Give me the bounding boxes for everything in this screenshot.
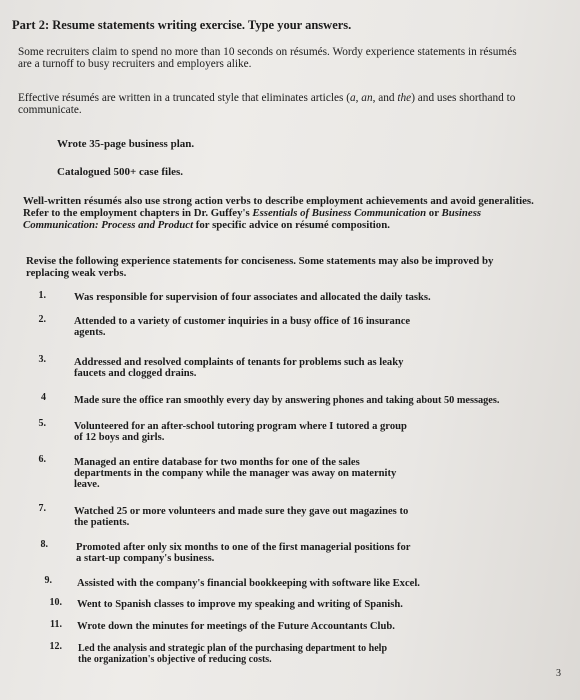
action-line-3 bbox=[23, 219, 390, 231]
action-line-1: Well-written résumés also use strong action verbs to describe employment achievements and avoid generalities. bbox=[23, 195, 534, 207]
item-text-line: the organization's objective of reducing costs. bbox=[78, 654, 272, 665]
truncated-sep-2: , and bbox=[372, 92, 398, 104]
intro-line-2: are a turnoff to busy recruiters and employers alike. bbox=[18, 58, 252, 70]
item-number: 6. bbox=[38, 454, 46, 465]
item-text-line: departments in the company while the manager was away on maternity bbox=[74, 468, 397, 479]
truncated-line-1 bbox=[18, 92, 515, 104]
book-title-2a: Business bbox=[441, 207, 482, 219]
book-title-2b: Communication: Process and Product bbox=[23, 219, 194, 231]
item-text-line: Made sure the office ran smoothly every day by answering phones and taking about 50 messages. bbox=[74, 395, 500, 406]
revise-line-2: replacing weak verbs. bbox=[26, 267, 127, 279]
item-text-line: Led the analysis and strategic plan of the purchasing department to help bbox=[78, 643, 388, 654]
item-text-line: a start-up company's business. bbox=[76, 553, 215, 564]
article-a: a bbox=[349, 92, 356, 104]
item-text-line: faucets and clogged drains. bbox=[74, 368, 197, 379]
item-number: 2. bbox=[38, 314, 46, 325]
item-text-line: Promoted after only six months to one of the first managerial positions for bbox=[76, 542, 411, 553]
item-number: 7. bbox=[38, 503, 46, 514]
article-an: an bbox=[361, 92, 373, 104]
item-text-line: Volunteered for an after-school tutoring program where I tutored a group bbox=[74, 421, 407, 432]
truncated-text-b: ) and uses shorthand to bbox=[411, 92, 516, 104]
item-text-line: agents. bbox=[74, 327, 106, 338]
truncated-text-a: Effective résumés are written in a truncated style that eliminates articles ( bbox=[18, 92, 350, 104]
item-text-line: of 12 boys and girls. bbox=[74, 432, 165, 443]
truncated-line-2: communicate. bbox=[18, 104, 82, 116]
action-text-a: Refer to the employment chapters in Dr. Guffey's bbox=[23, 207, 253, 219]
item-number: 10. bbox=[49, 597, 62, 608]
example-1: Wrote 35-page business plan. bbox=[57, 138, 195, 150]
item-number: 4 bbox=[41, 392, 46, 403]
item-number: 11. bbox=[50, 619, 62, 630]
part-heading: Part 2: Resume statements writing exercise. Type your answers. bbox=[12, 18, 352, 32]
item-number: 8. bbox=[40, 539, 48, 550]
item-text-line: Addressed and resolved complaints of tenants for problems such as leaky bbox=[74, 357, 404, 368]
page-number: 3 bbox=[556, 668, 561, 679]
item-text-line: Wrote down the minutes for meetings of the Future Accountants Club. bbox=[77, 621, 395, 632]
item-text-line: Assisted with the company's financial bookkeeping with software like Excel. bbox=[77, 578, 420, 589]
action-text-c: for specific advice on résumé composition. bbox=[193, 219, 390, 231]
intro-line-1: Some recruiters claim to spend no more than 10 seconds on résumés. Wordy experience statements in résumés bbox=[18, 46, 517, 58]
item-number: 12. bbox=[49, 641, 62, 652]
item-number: 5. bbox=[38, 418, 46, 429]
item-number: 9. bbox=[44, 575, 52, 586]
item-number: 1. bbox=[38, 290, 46, 301]
item-text-line: the patients. bbox=[74, 517, 130, 528]
item-text-line: Was responsible for supervision of four associates and allocated the daily tasks. bbox=[74, 292, 431, 303]
item-text-line: leave. bbox=[74, 479, 100, 490]
action-text-b: or bbox=[426, 207, 442, 219]
item-text-line: Went to Spanish classes to improve my speaking and writing of Spanish. bbox=[77, 599, 403, 610]
article-the: the bbox=[397, 92, 412, 104]
truncated-sep-1: , bbox=[355, 92, 362, 104]
item-number: 3. bbox=[38, 354, 46, 365]
item-text-line: Attended to a variety of customer inquiries in a busy office of 16 insurance bbox=[74, 316, 411, 327]
item-text-line: Watched 25 or more volunteers and made sure they gave out magazines to bbox=[74, 506, 409, 517]
action-line-2 bbox=[23, 207, 481, 219]
example-2: Catalogued 500+ case files. bbox=[57, 166, 184, 178]
book-title-1: Essentials of Business Communication bbox=[252, 207, 427, 219]
revise-line-1: Revise the following experience statements for conciseness. Some statements may also be improved by bbox=[26, 255, 494, 267]
item-text-line: Managed an entire database for two months for one of the sales bbox=[74, 457, 360, 468]
